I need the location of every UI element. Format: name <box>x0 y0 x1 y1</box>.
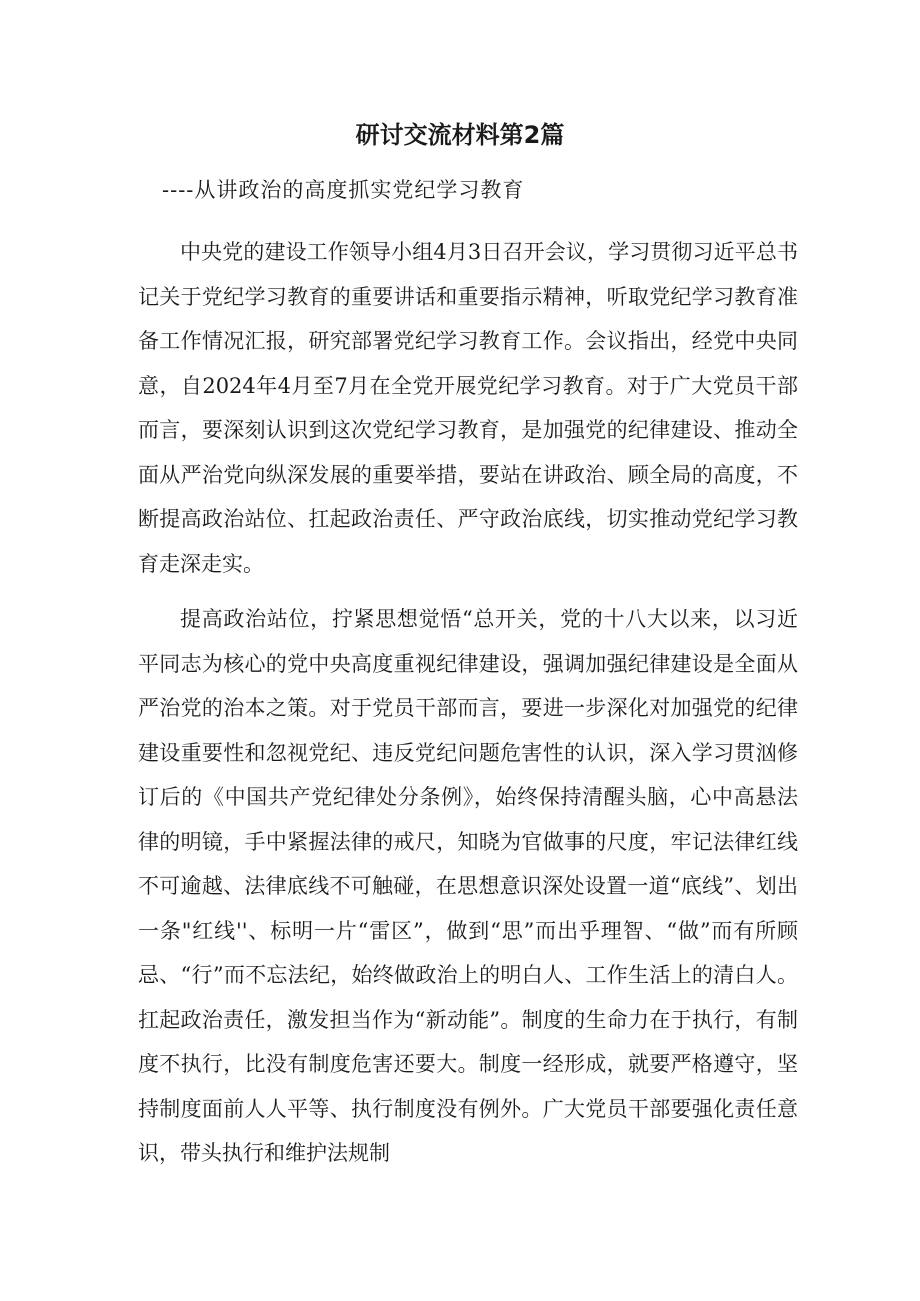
body-paragraph-1: 中央党的建设工作领导小组4月3日召开会议，学习贯彻习近平总书记关于党纪学习教育的重要讲话和重要指示精神，听取党纪学习教育准备工作情况汇报，研究部署党纪学习教育工作。会议指出，经党中央同意，自2024年4月至7月在全党开展党纪学习教育。对于广大党员干部而言，要深刻认识到这次党纪学习教育，是加强党的纪律建设、推动全面从严治党向纵深发展的重要举措，要站在讲政治、顾全局的高度，不断提高政治站位、扛起政治责任、严守政治底线，切实推动党纪学习教育走深走实。 <box>138 240 798 576</box>
document-title: 研讨交流材料第2篇 <box>355 121 565 149</box>
body-paragraph-2: 提高政治站位，拧紧思想觉悟“总开关，党的十八大以来，以习近平同志为核心的党中央高度重视纪律建设，强调加强纪律建设是全面从严治党的治本之策。对于党员干部而言，要进一步深化对加强党的纪律建设重要性和忽视党纪、违反党纪问题危害性的认识，深入学习贯汹修订后的《中国共产党纪律处分条例》，始终保持清醒头脑，心中高悬法律的明镜，手中紧握法律的戒尺，知晓为官做事的尺度，牢记法律红线不可逾越、法律底线不可触碰，在思想意识深处设置一道“底线”、划出一条"红线''、标明一片“雷区”，做到“思”而出乎理智、“做”而有所顾忌、“行”而不忘法纪，始终做政治上的明白人、工作生活上的清白人。扛起政治责任，激发担当作为“新动能”。制度的生命力在于执行，有制度不执行，比没有制度危害还要大。制度一经形成，就要严格遵守，坚持制度面前人人平等、执行制度没有例外。广大党员干部要强化责任意识，带头执行和维护法规制 <box>138 607 798 1165</box>
document-subtitle: ----从讲政治的高度抓实党纪学习教育 <box>162 178 525 202</box>
